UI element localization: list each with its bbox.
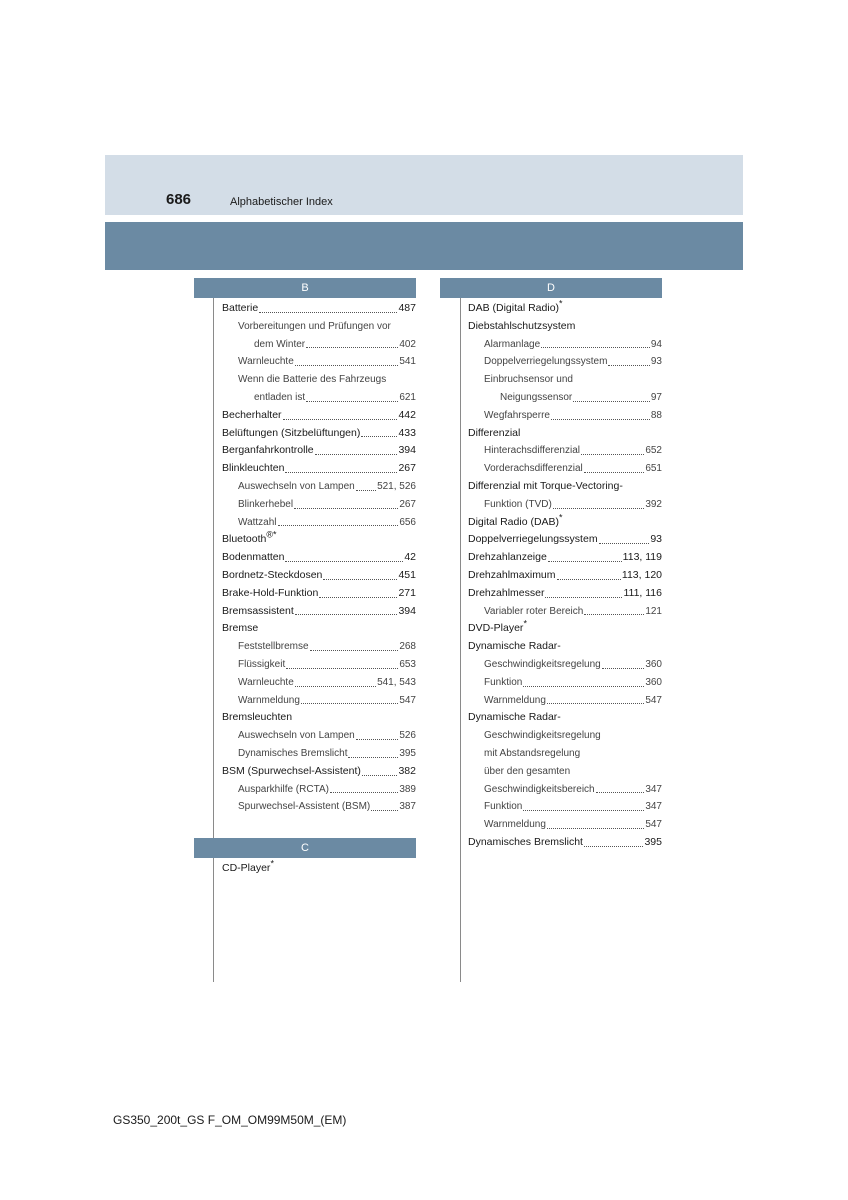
leader-dots [361, 425, 397, 438]
index-entry [222, 336, 416, 354]
index-entry [222, 656, 416, 674]
leader-dots [294, 496, 398, 509]
entry-term-text: DAB (Digital Radio) [468, 302, 560, 314]
index-entry [222, 425, 416, 443]
leader-dots [551, 407, 650, 420]
entry-page-ref: 487 [398, 302, 416, 314]
entry-term [222, 549, 284, 567]
entry-term-text: Spurwechsel-Assistent (BSM) [238, 801, 371, 813]
index-entry [468, 798, 662, 816]
entry-term-text: Berganfahrkontrolle [222, 444, 314, 457]
entry-term [484, 763, 570, 781]
entry-term [222, 442, 314, 460]
entry-marker: ®* [266, 529, 277, 540]
header-band [105, 155, 743, 215]
entry-term-text: Brake-Hold-Funktion [222, 586, 319, 599]
index-entry [222, 692, 416, 710]
index-entry [468, 425, 662, 443]
section-heading-b: B [194, 278, 416, 298]
entry-page-ref: 433 [398, 426, 416, 439]
index-section-d [468, 300, 662, 852]
leader-dots [295, 603, 398, 616]
entry-page-ref: 392 [645, 498, 662, 510]
entry-term-text: Drehzahlmaximum [468, 568, 556, 581]
entry-term [484, 798, 522, 816]
leader-dots [285, 549, 403, 562]
entry-term [484, 460, 583, 478]
index-entry [468, 531, 662, 549]
entry-term [238, 656, 285, 674]
leader-dots [553, 496, 645, 509]
leader-dots [523, 798, 644, 811]
section-heading-d: D [440, 278, 662, 298]
entry-page-ref: 111, 116 [623, 586, 662, 599]
entry-term-text: Bodenmatten [222, 551, 285, 564]
index-entry [468, 620, 662, 638]
index-entry [222, 389, 416, 407]
index-entry [468, 496, 662, 514]
leader-dots [319, 585, 397, 598]
entry-page-ref: 651 [645, 463, 662, 475]
leader-dots [371, 798, 398, 811]
entry-page-ref: 656 [399, 516, 416, 528]
entry-term-text: Batterie [222, 302, 259, 314]
leader-dots [596, 781, 645, 794]
index-section-c [222, 860, 416, 878]
entry-term [484, 674, 522, 692]
entry-term-text: Hinterachsdifferenzial [484, 445, 580, 457]
leader-dots [547, 816, 644, 829]
column-rule-right [460, 298, 461, 982]
entry-term-text: Wegfahrsperre [484, 409, 550, 421]
entry-term [484, 816, 546, 834]
entry-term [222, 300, 258, 318]
entry-page-ref: 113, 120 [621, 568, 662, 581]
index-entry [468, 674, 662, 692]
entry-term [238, 514, 277, 532]
entry-term-text: Auswechseln von Lampen [238, 480, 355, 492]
index-entry [222, 460, 416, 478]
entry-term [484, 745, 580, 763]
leader-dots [330, 781, 398, 794]
entry-page-ref: 451 [398, 568, 416, 581]
entry-term-text: Einbruchsensor und [484, 374, 573, 386]
index-section-b [222, 300, 416, 816]
entry-term-text: Bremsleuchten [222, 711, 293, 724]
leader-dots [547, 692, 644, 705]
entry-term [484, 603, 583, 621]
entry-marker: * [559, 512, 563, 523]
entry-page-ref: 394 [398, 444, 416, 457]
entry-term-text: Blinkerhebel [238, 498, 294, 510]
entry-term [484, 781, 595, 799]
entry-term [222, 603, 294, 621]
leader-dots [557, 567, 621, 580]
entry-page-ref: 267 [398, 462, 416, 475]
entry-term-text: DVD-Player [468, 622, 524, 635]
index-entry [222, 763, 416, 781]
index-entry [468, 763, 662, 781]
entry-term-text: Doppelverriegelungssystem [468, 533, 598, 546]
index-entry [222, 709, 416, 727]
entry-page-ref: 652 [645, 445, 662, 457]
entry-term [484, 353, 607, 371]
leader-dots [356, 478, 376, 491]
index-entry [222, 353, 416, 371]
entry-term [238, 745, 347, 763]
leader-dots [259, 300, 397, 313]
index-entry [222, 638, 416, 656]
entry-term-text: Warnmeldung [484, 819, 546, 831]
entry-term-text: Auswechseln von Lampen [238, 730, 355, 742]
entry-term-text: Belüftungen (Sitzbelüftungen) [222, 426, 361, 439]
entry-term [238, 781, 329, 799]
index-entry [468, 318, 662, 336]
entry-page-ref: 360 [645, 658, 662, 670]
index-entry [468, 389, 662, 407]
index-entry [222, 674, 416, 692]
index-entry [468, 603, 662, 621]
index-entry [222, 371, 416, 389]
entry-term [238, 798, 370, 816]
entry-term-text: Dynamische Radar- [468, 640, 561, 653]
entry-term-text: Doppelverriegelungssystem [484, 356, 608, 368]
leader-dots [584, 460, 645, 473]
leader-dots [362, 763, 398, 776]
index-entry [468, 834, 662, 852]
entry-page-ref: 653 [399, 658, 416, 670]
entry-page-ref: 271 [398, 586, 416, 599]
entry-term [484, 336, 540, 354]
leader-dots [285, 460, 397, 473]
entry-term [238, 674, 294, 692]
index-entry [468, 745, 662, 763]
leader-dots [581, 442, 644, 455]
leader-dots [283, 407, 398, 420]
entry-term [468, 638, 561, 656]
entry-term [238, 318, 391, 336]
entry-term [484, 442, 580, 460]
index-entry [222, 549, 416, 567]
leader-dots [295, 674, 376, 687]
entry-term-text: Differenzial mit Torque-Vectoring- [468, 479, 623, 492]
entry-term-text: Flüssigkeit [238, 658, 286, 670]
index-entry [468, 407, 662, 425]
entry-term [238, 727, 355, 745]
index-entry [222, 300, 416, 318]
entry-page-ref: 347 [645, 783, 662, 795]
leader-dots [599, 531, 650, 544]
entry-term-text: Funktion [484, 801, 523, 813]
entry-page-ref: 113, 119 [622, 551, 662, 564]
entry-term [484, 407, 550, 425]
entry-marker: * [559, 298, 563, 309]
entry-term-text: Vorbereitungen und Prüfungen vor [238, 320, 391, 332]
entry-term [468, 318, 575, 336]
entry-page-ref: 547 [645, 694, 662, 706]
index-entry [222, 860, 416, 878]
entry-page-ref: 267 [399, 498, 416, 510]
index-entry [468, 549, 662, 567]
entry-page-ref: 547 [399, 694, 416, 706]
leader-dots [295, 353, 399, 366]
entry-term-text: Geschwindigkeitsbereich [484, 783, 595, 795]
entry-term [222, 585, 318, 603]
entry-page-ref: 88 [650, 409, 662, 421]
index-entry [222, 798, 416, 816]
entry-term-text: Drehzahlmesser [468, 586, 545, 599]
entry-term [238, 478, 355, 496]
index-entry [468, 567, 662, 585]
entry-page-ref: 268 [399, 641, 416, 653]
leader-dots [301, 692, 398, 705]
leader-dots [541, 336, 650, 349]
entry-term [468, 549, 547, 567]
entry-page-ref: 93 [650, 533, 662, 546]
entry-term-text: Variabler roter Bereich [484, 605, 584, 617]
index-entry [468, 336, 662, 354]
entry-term-text: BSM (Spurwechsel-Assistent) [222, 764, 361, 777]
entry-term-text: Dynamisches Bremslicht [238, 747, 348, 759]
index-entry [468, 514, 662, 532]
entry-term-text: Bluetooth [222, 533, 267, 546]
index-entry [222, 727, 416, 745]
index-entry [468, 692, 662, 710]
entry-term [484, 727, 601, 745]
index-entry [222, 781, 416, 799]
entry-term [238, 371, 386, 389]
entry-term-text: Warnmeldung [484, 694, 546, 706]
entry-term-text: Digital Radio (DAB) [468, 515, 560, 528]
entry-term-text: Dynamisches Bremslicht [468, 835, 583, 848]
index-entry [222, 745, 416, 763]
leader-dots [356, 727, 399, 740]
page-title: Alphabetischer Index [230, 196, 333, 208]
entry-term-text: Funktion (TVD) [484, 498, 552, 510]
entry-page-ref: 389 [399, 783, 416, 795]
entry-term-text: Drehzahlanzeige [468, 551, 547, 564]
document-code-footer: GS350_200t_GS F_OM_OM99M50M_(EM) [113, 1113, 347, 1127]
leader-dots [323, 567, 397, 580]
entry-term [484, 692, 546, 710]
index-entry [468, 781, 662, 799]
entry-page-ref: 347 [645, 801, 662, 813]
leader-dots [315, 442, 398, 455]
entry-term [222, 620, 258, 638]
entry-page-ref: 395 [399, 747, 416, 759]
index-entry [222, 531, 416, 549]
entry-term [484, 371, 573, 389]
index-entry [222, 603, 416, 621]
index-entry [222, 585, 416, 603]
entry-page-ref: 382 [398, 764, 416, 777]
entry-page-ref: 94 [650, 338, 662, 350]
entry-page-ref: 526 [399, 730, 416, 742]
leader-dots [584, 603, 644, 616]
entry-term [468, 514, 563, 532]
leader-dots [286, 656, 398, 669]
entry-term [468, 567, 556, 585]
index-entry [468, 353, 662, 371]
entry-term [468, 709, 561, 727]
entry-term [222, 567, 322, 585]
entry-term [222, 531, 277, 549]
entry-term [238, 496, 293, 514]
index-entry [468, 727, 662, 745]
entry-term-text: Blinkleuchten [222, 462, 285, 475]
leader-dots [278, 514, 399, 527]
index-entry [222, 514, 416, 532]
entry-term [238, 353, 294, 371]
entry-term-text: Bremsassistent [222, 604, 294, 617]
entry-term-text: Wenn die Batterie des Fahrzeugs [238, 374, 387, 386]
entry-term [254, 389, 305, 407]
entry-marker: * [270, 858, 274, 869]
entry-term-text: Feststellbremse [238, 641, 309, 653]
entry-page-ref: 394 [398, 604, 416, 617]
entry-term [222, 460, 284, 478]
section-heading-c: C [194, 838, 416, 858]
entry-term-text: über den gesamten [484, 765, 571, 777]
entry-term-text: Warnleuchte [238, 676, 294, 688]
column-rule-left [213, 298, 214, 982]
index-entry [468, 709, 662, 727]
index-entry [468, 460, 662, 478]
entry-term [238, 638, 309, 656]
leader-dots [602, 656, 645, 669]
entry-term [222, 709, 292, 727]
entry-term-text: Bremse [222, 622, 259, 635]
entry-term [468, 620, 527, 638]
entry-term-text: Wattzahl [238, 516, 277, 528]
entry-term [468, 834, 583, 852]
entry-term-text: Dynamische Radar- [468, 711, 561, 724]
entry-term-text: Ausparkhilfe (RCTA) [238, 783, 329, 795]
entry-term [468, 425, 520, 443]
entry-term [468, 531, 598, 549]
entry-term-text: Alarmanlage [484, 338, 541, 350]
index-entry [222, 442, 416, 460]
index-entry [222, 620, 416, 638]
entry-term [238, 692, 300, 710]
entry-page-ref: 395 [644, 835, 662, 848]
entry-term-text: entladen ist [254, 391, 306, 403]
leader-dots [545, 585, 622, 598]
entry-page-ref: 541 [399, 356, 416, 368]
entry-term-text: Bordnetz-Steckdosen [222, 568, 323, 581]
leader-dots [310, 638, 399, 651]
entry-term-text: Warnleuchte [238, 356, 294, 368]
entry-term [484, 656, 601, 674]
index-entry [468, 585, 662, 603]
header-accent-band [105, 222, 743, 270]
entry-term-text: Warnmeldung [238, 694, 300, 706]
entry-term [468, 585, 544, 603]
index-entry [468, 638, 662, 656]
index-entry [468, 816, 662, 834]
entry-term [468, 300, 563, 318]
entry-term-text: Neigungssensor [500, 391, 573, 403]
leader-dots [608, 353, 649, 366]
entry-term-text: dem Winter [254, 338, 306, 350]
entry-term [222, 763, 361, 781]
entry-term-text: Differenzial [468, 426, 521, 439]
index-entry [222, 318, 416, 336]
leader-dots [348, 745, 398, 758]
entry-page-ref: 93 [650, 356, 662, 368]
entry-page-ref: 547 [645, 819, 662, 831]
entry-page-ref: 42 [404, 551, 416, 564]
entry-page-ref: 442 [398, 408, 416, 421]
index-entry [222, 496, 416, 514]
entry-term-text: Geschwindigkeitsregelung [484, 658, 601, 670]
entry-page-ref: 97 [650, 391, 662, 403]
index-entry [468, 442, 662, 460]
leader-dots [306, 389, 398, 402]
entry-term [484, 496, 552, 514]
entry-term-text: mit Abstandsregelung [484, 747, 581, 759]
entry-term [222, 425, 360, 443]
index-entry [222, 478, 416, 496]
entry-term-text: Geschwindigkeitsregelung [484, 730, 601, 742]
entry-term [500, 389, 572, 407]
index-entry [468, 300, 662, 318]
index-entry [468, 656, 662, 674]
entry-term [222, 407, 282, 425]
entry-term [222, 860, 274, 878]
entry-term-text: Vorderachsdifferenzial [484, 463, 583, 475]
index-entry [468, 371, 662, 389]
leader-dots [573, 389, 650, 402]
entry-term-text: Funktion [484, 676, 523, 688]
leader-dots [584, 834, 644, 847]
leader-dots [548, 549, 622, 562]
index-entry [222, 407, 416, 425]
page-number: 686 [166, 191, 192, 208]
entry-term-text: Becherhalter [222, 408, 282, 421]
entry-page-ref: 402 [399, 338, 416, 350]
entry-marker: * [523, 618, 527, 629]
entry-page-ref: 360 [645, 676, 662, 688]
entry-page-ref: 521, 526 [377, 480, 416, 492]
leader-dots [523, 674, 644, 687]
entry-page-ref: 121 [645, 605, 662, 617]
index-entry [468, 478, 662, 496]
entry-page-ref: 621 [399, 391, 416, 403]
entry-page-ref: 541, 543 [377, 676, 416, 688]
entry-term [254, 336, 305, 354]
entry-page-ref: 387 [399, 801, 416, 813]
entry-term-text: CD-Player [222, 862, 271, 874]
entry-term [468, 478, 623, 496]
index-entry [222, 567, 416, 585]
entry-term-text: Diebstahlschutzsystem [468, 319, 576, 332]
leader-dots [306, 336, 398, 349]
